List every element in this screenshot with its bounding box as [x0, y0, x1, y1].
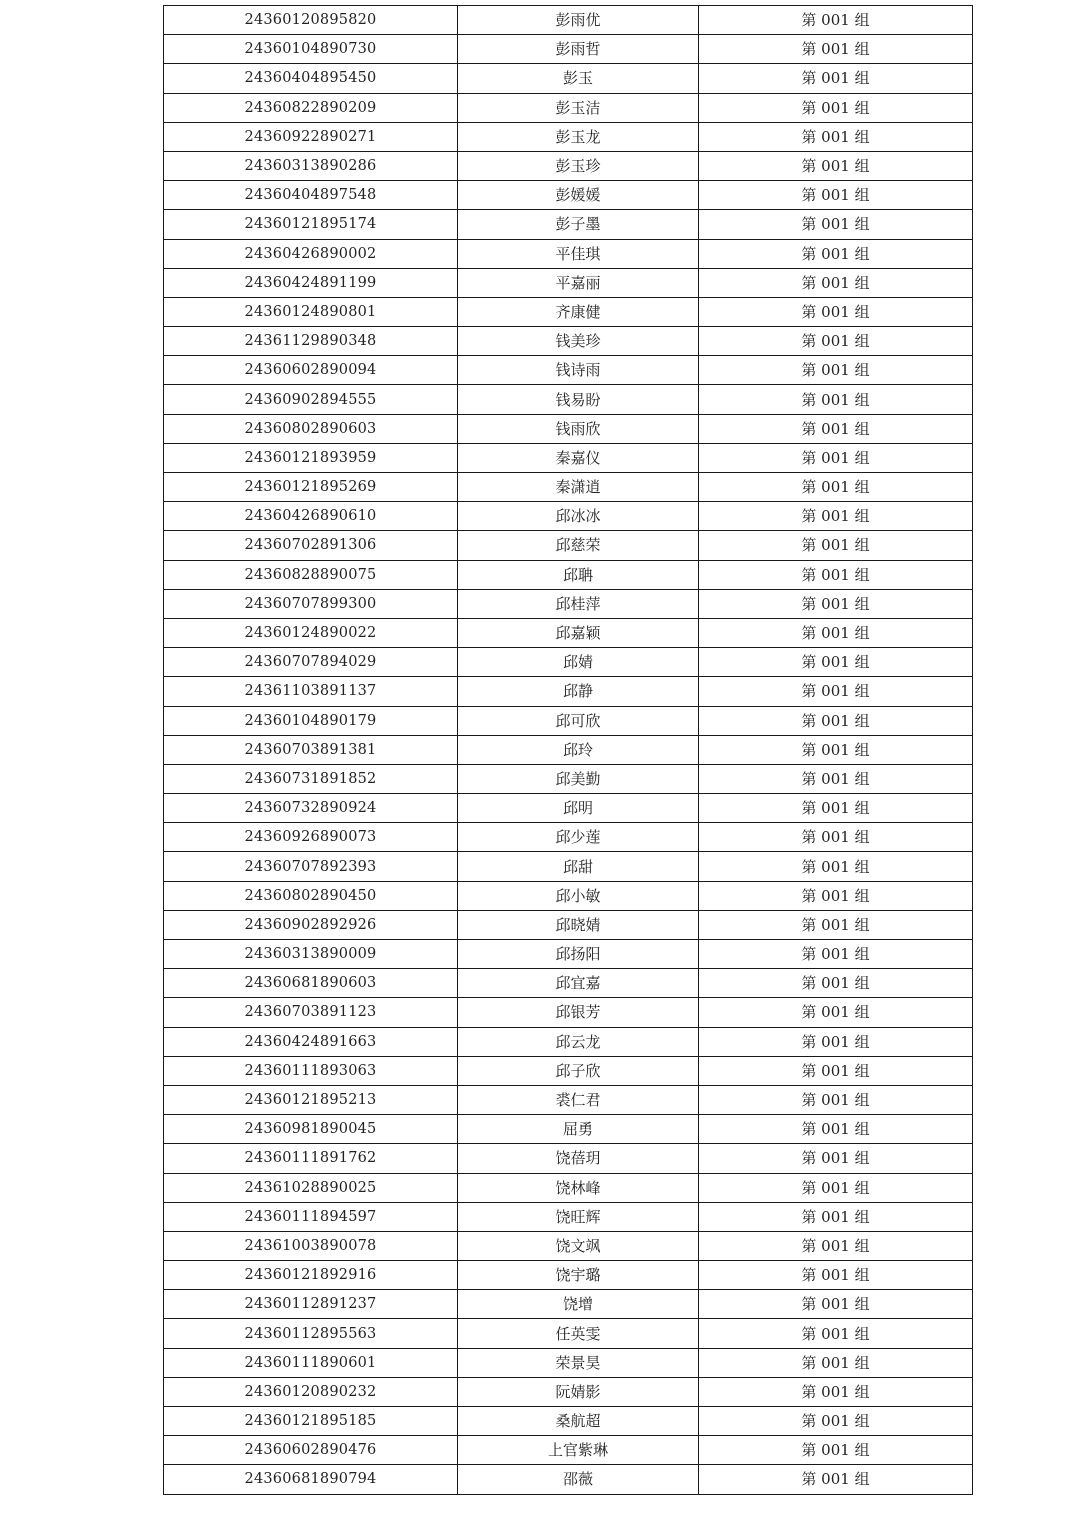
registration-number-cell: 24360802890603 — [164, 414, 458, 443]
table-row — [164, 210, 973, 239]
table-row — [164, 1173, 973, 1202]
registration-number-cell: 24360404895450 — [164, 64, 458, 93]
table-row — [164, 64, 973, 93]
table-row — [164, 1085, 973, 1114]
candidate-name-cell: 平嘉丽 — [458, 268, 699, 297]
registration-number-cell: 24360707894029 — [164, 648, 458, 677]
candidate-name-cell: 彭雨哲 — [458, 35, 699, 64]
group-number-cell: 第 001 组 — [699, 385, 973, 414]
table-row — [164, 151, 973, 180]
table-row — [164, 589, 973, 618]
group-number-cell: 第 001 组 — [699, 677, 973, 706]
candidate-name-cell: 齐康健 — [458, 297, 699, 326]
candidate-name-cell: 邱嘉颖 — [458, 618, 699, 647]
registration-number-cell: 24360707892393 — [164, 852, 458, 881]
candidate-name-cell: 钱诗雨 — [458, 356, 699, 385]
candidate-name-cell: 桑航超 — [458, 1407, 699, 1436]
group-number-cell: 第 001 组 — [699, 122, 973, 151]
candidate-name-cell: 邱晓婧 — [458, 910, 699, 939]
table-row — [164, 414, 973, 443]
candidate-name-cell: 邱桂萍 — [458, 589, 699, 618]
table-row — [164, 1144, 973, 1173]
candidate-name-cell: 裘仁君 — [458, 1085, 699, 1114]
table-row — [164, 531, 973, 560]
candidate-name-cell: 彭媛媛 — [458, 181, 699, 210]
registration-number-cell: 24360111890601 — [164, 1348, 458, 1377]
group-number-cell: 第 001 组 — [699, 1348, 973, 1377]
registration-number-cell: 24360124890022 — [164, 618, 458, 647]
roster-table-body — [164, 6, 973, 1495]
table-row — [164, 648, 973, 677]
group-number-cell: 第 001 组 — [699, 618, 973, 647]
table-row — [164, 1377, 973, 1406]
registration-number-cell: 24360121895174 — [164, 210, 458, 239]
registration-number-cell: 24360702891306 — [164, 531, 458, 560]
candidate-name-cell: 彭玉 — [458, 64, 699, 93]
registration-number-cell: 24360104890179 — [164, 706, 458, 735]
table-row — [164, 1407, 973, 1436]
registration-number-cell: 24360121895213 — [164, 1085, 458, 1114]
group-number-cell: 第 001 组 — [699, 327, 973, 356]
group-number-cell: 第 001 组 — [699, 356, 973, 385]
group-number-cell: 第 001 组 — [699, 764, 973, 793]
table-row — [164, 1465, 973, 1494]
registration-number-cell: 24360424891663 — [164, 1027, 458, 1056]
table-row — [164, 1027, 973, 1056]
candidate-name-cell: 邱少莲 — [458, 823, 699, 852]
table-row — [164, 122, 973, 151]
candidate-name-cell: 阮婧影 — [458, 1377, 699, 1406]
group-number-cell: 第 001 组 — [699, 1319, 973, 1348]
registration-number-cell: 24360121895269 — [164, 473, 458, 502]
registration-number-cell: 24360731891852 — [164, 764, 458, 793]
registration-number-cell: 24360111894597 — [164, 1202, 458, 1231]
group-number-cell: 第 001 组 — [699, 852, 973, 881]
registration-number-cell: 24360404897548 — [164, 181, 458, 210]
group-number-cell: 第 001 组 — [699, 1465, 973, 1494]
group-number-cell: 第 001 组 — [699, 706, 973, 735]
table-row — [164, 881, 973, 910]
candidate-name-cell: 邱聃 — [458, 560, 699, 589]
group-number-cell: 第 001 组 — [699, 910, 973, 939]
registration-number-cell: 24360703891381 — [164, 735, 458, 764]
candidate-name-cell: 饶增 — [458, 1290, 699, 1319]
registration-number-cell: 24360424891199 — [164, 268, 458, 297]
registration-number-cell: 24360111891762 — [164, 1144, 458, 1173]
candidate-name-cell: 邱云龙 — [458, 1027, 699, 1056]
group-number-cell: 第 001 组 — [699, 794, 973, 823]
table-row — [164, 473, 973, 502]
registration-number-cell: 24360681890603 — [164, 969, 458, 998]
group-number-cell: 第 001 组 — [699, 560, 973, 589]
group-number-cell: 第 001 组 — [699, 1144, 973, 1173]
table-row — [164, 385, 973, 414]
table-row — [164, 1202, 973, 1231]
table-row — [164, 1290, 973, 1319]
candidate-name-cell: 任英雯 — [458, 1319, 699, 1348]
table-row — [164, 618, 973, 647]
candidate-name-cell: 钱雨欣 — [458, 414, 699, 443]
candidate-name-cell: 饶宇璐 — [458, 1261, 699, 1290]
group-number-cell: 第 001 组 — [699, 998, 973, 1027]
group-number-cell: 第 001 组 — [699, 531, 973, 560]
group-number-cell: 第 001 组 — [699, 239, 973, 268]
candidate-name-cell: 钱易盼 — [458, 385, 699, 414]
group-number-cell: 第 001 组 — [699, 969, 973, 998]
registration-number-cell: 24360112895563 — [164, 1319, 458, 1348]
candidate-name-cell: 邱玲 — [458, 735, 699, 764]
candidate-name-cell: 邱可欣 — [458, 706, 699, 735]
candidate-name-cell: 钱美珍 — [458, 327, 699, 356]
candidate-name-cell: 彭雨优 — [458, 6, 699, 35]
candidate-name-cell: 荣景昊 — [458, 1348, 699, 1377]
candidate-name-cell: 彭玉龙 — [458, 122, 699, 151]
table-row — [164, 1056, 973, 1085]
candidate-name-cell: 邱明 — [458, 794, 699, 823]
candidate-name-cell: 邱小敏 — [458, 881, 699, 910]
table-row — [164, 969, 973, 998]
group-number-cell: 第 001 组 — [699, 210, 973, 239]
table-row — [164, 852, 973, 881]
table-row — [164, 35, 973, 64]
registration-number-cell: 24360926890073 — [164, 823, 458, 852]
table-row — [164, 6, 973, 35]
registration-number-cell: 24360681890794 — [164, 1465, 458, 1494]
candidate-name-cell: 邵薇 — [458, 1465, 699, 1494]
roster-table — [163, 5, 973, 1495]
table-row — [164, 910, 973, 939]
candidate-name-cell: 上官紫琳 — [458, 1436, 699, 1465]
table-row — [164, 998, 973, 1027]
candidate-name-cell: 彭玉洁 — [458, 93, 699, 122]
registration-number-cell: 24360902894555 — [164, 385, 458, 414]
candidate-name-cell: 饶蓓玥 — [458, 1144, 699, 1173]
group-number-cell: 第 001 组 — [699, 1173, 973, 1202]
table-row — [164, 1436, 973, 1465]
candidate-name-cell: 邱甜 — [458, 852, 699, 881]
candidate-name-cell: 邱冰冰 — [458, 502, 699, 531]
registration-number-cell: 24360426890002 — [164, 239, 458, 268]
group-number-cell: 第 001 组 — [699, 735, 973, 764]
group-number-cell: 第 001 组 — [699, 1085, 973, 1114]
table-row — [164, 735, 973, 764]
table-row — [164, 706, 973, 735]
table-row — [164, 1115, 973, 1144]
table-row — [164, 823, 973, 852]
group-number-cell: 第 001 组 — [699, 473, 973, 502]
table-row — [164, 1319, 973, 1348]
registration-number-cell: 24360104890730 — [164, 35, 458, 64]
group-number-cell: 第 001 组 — [699, 823, 973, 852]
group-number-cell: 第 001 组 — [699, 1407, 973, 1436]
registration-number-cell: 24360112891237 — [164, 1290, 458, 1319]
candidate-name-cell: 邱静 — [458, 677, 699, 706]
group-number-cell: 第 001 组 — [699, 1231, 973, 1260]
registration-number-cell: 24360732890924 — [164, 794, 458, 823]
table-row — [164, 297, 973, 326]
table-row — [164, 794, 973, 823]
registration-number-cell: 24361003890078 — [164, 1231, 458, 1260]
registration-number-cell: 24360707899300 — [164, 589, 458, 618]
group-number-cell: 第 001 组 — [699, 881, 973, 910]
table-row — [164, 268, 973, 297]
group-number-cell: 第 001 组 — [699, 502, 973, 531]
table-row — [164, 1348, 973, 1377]
table-row — [164, 356, 973, 385]
registration-number-cell: 24360922890271 — [164, 122, 458, 151]
table-row — [164, 502, 973, 531]
candidate-name-cell: 屈勇 — [458, 1115, 699, 1144]
registration-number-cell: 24360981890045 — [164, 1115, 458, 1144]
registration-number-cell: 24360802890450 — [164, 881, 458, 910]
table-row — [164, 764, 973, 793]
candidate-name-cell: 彭子墨 — [458, 210, 699, 239]
registration-number-cell: 24360121892916 — [164, 1261, 458, 1290]
candidate-name-cell: 饶林峰 — [458, 1173, 699, 1202]
registration-number-cell: 24360426890610 — [164, 502, 458, 531]
registration-number-cell: 24360124890801 — [164, 297, 458, 326]
registration-number-cell: 24360120890232 — [164, 1377, 458, 1406]
table-row — [164, 443, 973, 472]
candidate-name-cell: 饶文飒 — [458, 1231, 699, 1260]
group-number-cell: 第 001 组 — [699, 414, 973, 443]
registration-number-cell: 24360120895820 — [164, 6, 458, 35]
candidate-name-cell: 彭玉珍 — [458, 151, 699, 180]
candidate-name-cell: 邱慈荣 — [458, 531, 699, 560]
table-row — [164, 1261, 973, 1290]
group-number-cell: 第 001 组 — [699, 1115, 973, 1144]
registration-number-cell: 24360703891123 — [164, 998, 458, 1027]
table-row — [164, 677, 973, 706]
group-number-cell: 第 001 组 — [699, 648, 973, 677]
table-row — [164, 239, 973, 268]
registration-number-cell: 24360313890286 — [164, 151, 458, 180]
group-number-cell: 第 001 组 — [699, 297, 973, 326]
candidate-name-cell: 邱宜嘉 — [458, 969, 699, 998]
group-number-cell: 第 001 组 — [699, 1436, 973, 1465]
candidate-name-cell: 饶旺辉 — [458, 1202, 699, 1231]
registration-number-cell: 24360828890075 — [164, 560, 458, 589]
registration-number-cell: 24361028890025 — [164, 1173, 458, 1202]
candidate-name-cell: 邱银芳 — [458, 998, 699, 1027]
group-number-cell: 第 001 组 — [699, 1377, 973, 1406]
registration-number-cell: 24360602890094 — [164, 356, 458, 385]
group-number-cell: 第 001 组 — [699, 589, 973, 618]
registration-number-cell: 24361103891137 — [164, 677, 458, 706]
group-number-cell: 第 001 组 — [699, 151, 973, 180]
candidate-name-cell: 平佳琪 — [458, 239, 699, 268]
table-row — [164, 560, 973, 589]
registration-number-cell: 24360902892926 — [164, 910, 458, 939]
table-row — [164, 1231, 973, 1260]
registration-number-cell: 24360121893959 — [164, 443, 458, 472]
registration-number-cell: 24360313890009 — [164, 940, 458, 969]
candidate-name-cell: 邱子欣 — [458, 1056, 699, 1085]
table-row — [164, 327, 973, 356]
candidate-name-cell: 秦潇逍 — [458, 473, 699, 502]
group-number-cell: 第 001 组 — [699, 1027, 973, 1056]
group-number-cell: 第 001 组 — [699, 1056, 973, 1085]
group-number-cell: 第 001 组 — [699, 35, 973, 64]
group-number-cell: 第 001 组 — [699, 93, 973, 122]
group-number-cell: 第 001 组 — [699, 6, 973, 35]
registration-number-cell: 24361129890348 — [164, 327, 458, 356]
candidate-name-cell: 邱婧 — [458, 648, 699, 677]
group-number-cell: 第 001 组 — [699, 1290, 973, 1319]
group-number-cell: 第 001 组 — [699, 1261, 973, 1290]
group-number-cell: 第 001 组 — [699, 268, 973, 297]
table-row — [164, 940, 973, 969]
registration-number-cell: 24360111893063 — [164, 1056, 458, 1085]
group-number-cell: 第 001 组 — [699, 1202, 973, 1231]
group-number-cell: 第 001 组 — [699, 181, 973, 210]
group-number-cell: 第 001 组 — [699, 940, 973, 969]
group-number-cell: 第 001 组 — [699, 64, 973, 93]
candidate-name-cell: 秦嘉仪 — [458, 443, 699, 472]
table-row — [164, 181, 973, 210]
candidate-name-cell: 邱扬阳 — [458, 940, 699, 969]
registration-number-cell: 24360602890476 — [164, 1436, 458, 1465]
registration-number-cell: 24360822890209 — [164, 93, 458, 122]
group-number-cell: 第 001 组 — [699, 443, 973, 472]
candidate-name-cell: 邱美勤 — [458, 764, 699, 793]
registration-number-cell: 24360121895185 — [164, 1407, 458, 1436]
table-row — [164, 93, 973, 122]
